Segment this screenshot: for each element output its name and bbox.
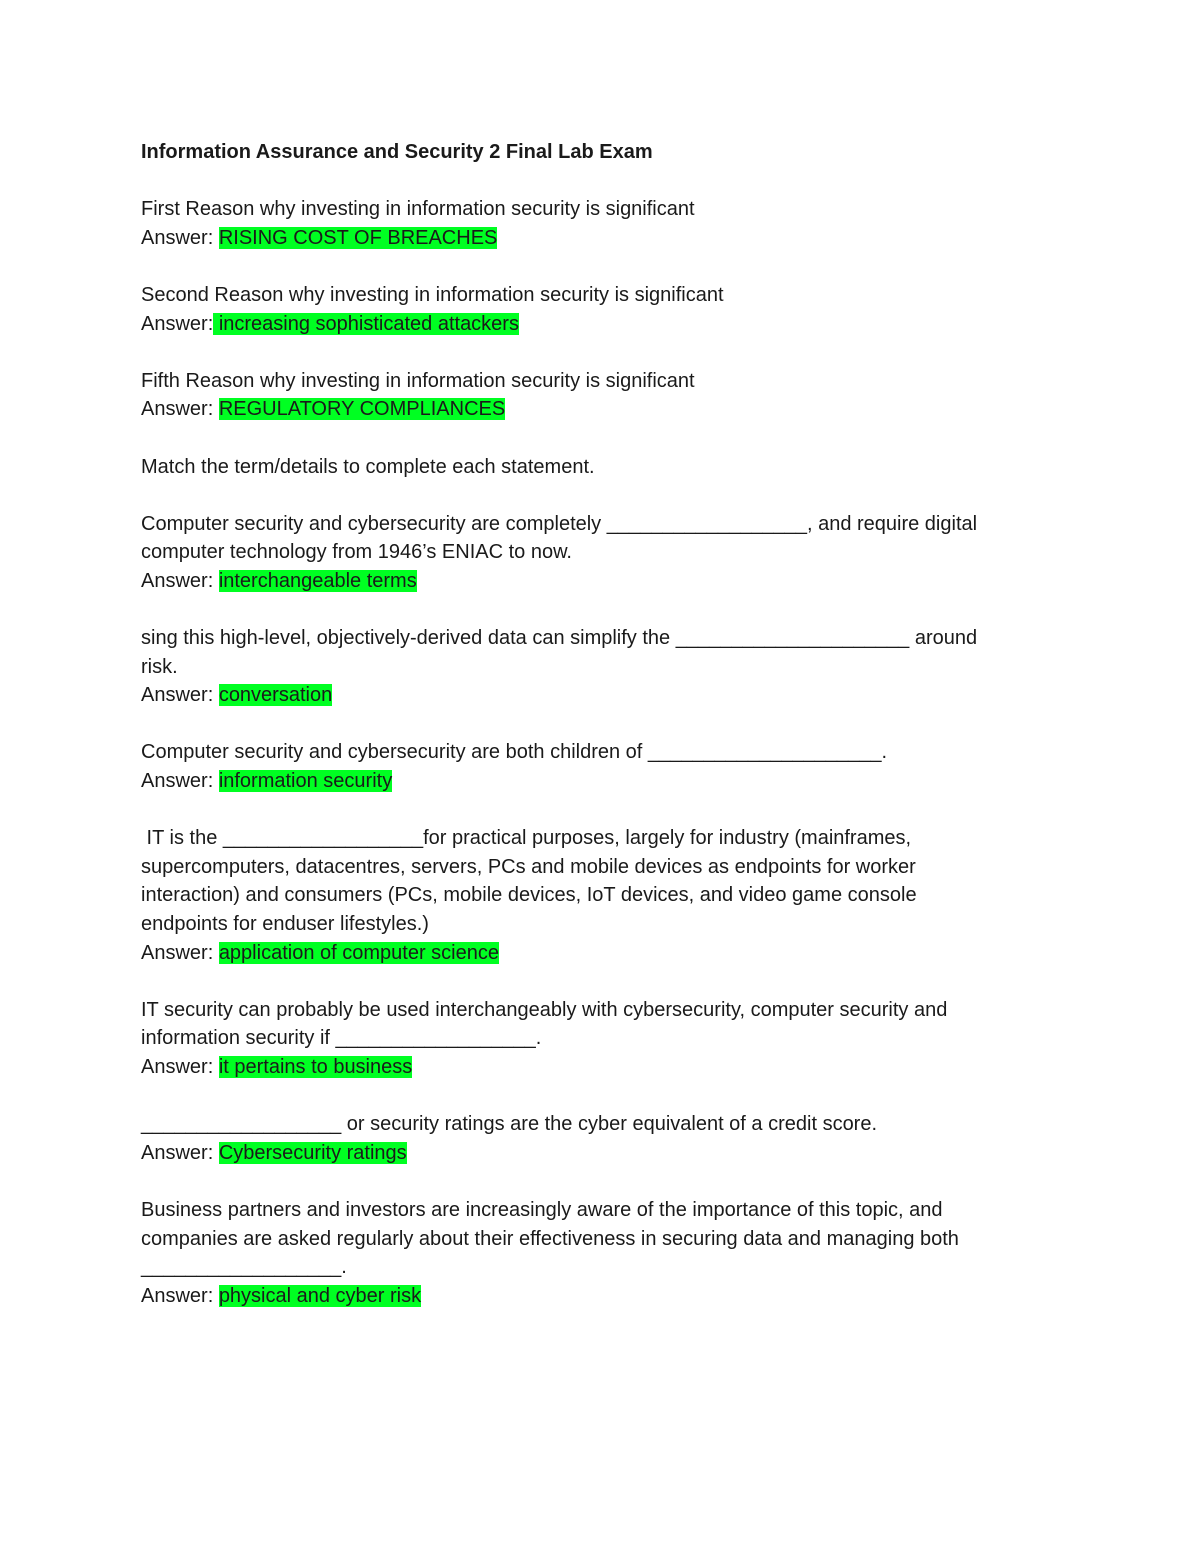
answer-label: Answer: bbox=[141, 770, 219, 793]
statement-text: Computer security and cybersecurity are both children of _____________________. bbox=[141, 741, 888, 764]
statement-text: risk. bbox=[141, 655, 178, 678]
statement-block bbox=[141, 1196, 1066, 1310]
answer-line bbox=[141, 224, 1066, 253]
instruction-block bbox=[141, 453, 1066, 482]
document-title: Information Assurance and Security 2 Final Lab Exam bbox=[141, 141, 653, 163]
answer-line bbox=[141, 1282, 1066, 1311]
question-text: Fifth Reason why investing in information security is significant bbox=[141, 369, 695, 392]
answer-line bbox=[141, 1053, 1066, 1082]
instruction-text: Match the term/details to complete each statement. bbox=[141, 455, 595, 478]
highlighted-answer: it pertains to business bbox=[218, 1056, 413, 1078]
question-block bbox=[141, 195, 1066, 252]
statement-block bbox=[141, 996, 1066, 1082]
statement-text: Computer security and cybersecurity are completely __________________, and require digital bbox=[141, 512, 978, 535]
answer-line bbox=[141, 395, 1066, 424]
statement-text: computer technology from 1946’s ENIAC to now. bbox=[141, 541, 572, 564]
question-block bbox=[141, 281, 1066, 338]
document-page bbox=[141, 138, 1066, 1339]
highlighted-answer: RISING COST OF BREACHES bbox=[218, 226, 498, 249]
answer-label: Answer: bbox=[141, 1141, 219, 1164]
statement-text: companies are asked regularly about their effectiveness in securing data and managing both bbox=[141, 1227, 959, 1250]
answer-label: Answer: bbox=[141, 1284, 219, 1307]
answer-line bbox=[141, 767, 1066, 796]
statement-text: interaction) and consumers (PCs, mobile devices, IoT devices, and video game console bbox=[141, 884, 917, 907]
highlighted-answer: REGULATORY COMPLIANCES bbox=[218, 398, 506, 421]
statement-block bbox=[141, 510, 1066, 596]
statement-block bbox=[141, 824, 1066, 967]
highlighted-answer: physical and cyber risk bbox=[218, 1284, 422, 1307]
highlighted-answer: application of computer science bbox=[218, 941, 499, 964]
statement-text: supercomputers, datacentres, servers, PCs and mobile devices as endpoints for worker bbox=[141, 855, 916, 878]
statement-block bbox=[141, 624, 1066, 710]
highlighted-answer-text: increasing sophisticated attackers bbox=[218, 312, 519, 335]
question-block bbox=[141, 367, 1066, 424]
answer-line bbox=[141, 567, 1066, 596]
question-text: Second Reason why investing in information security is significant bbox=[141, 283, 724, 306]
statement-text: endpoints for enduser lifestyles.) bbox=[141, 913, 429, 936]
answer-line bbox=[141, 681, 1066, 710]
answer-label: Answer: bbox=[141, 684, 219, 707]
statement-text: information security if __________________. bbox=[141, 1027, 542, 1050]
answer-label: Answer: bbox=[141, 1056, 219, 1078]
statement-block bbox=[141, 738, 1066, 795]
highlighted-answer: conversation bbox=[218, 684, 333, 707]
answer-label: Answer: bbox=[141, 398, 219, 421]
statement-text: sing this high-level, objectively-derived data can simplify the _____________________ around bbox=[141, 627, 978, 650]
statement-text: __________________. bbox=[141, 1256, 347, 1279]
answer-label: Answer: bbox=[141, 226, 219, 249]
answer-label: Answer: bbox=[141, 569, 219, 592]
answer-line bbox=[141, 310, 1066, 339]
question-text: First Reason why investing in information security is significant bbox=[141, 198, 695, 221]
statement-block bbox=[141, 1110, 1066, 1167]
statement-text: IT security can probably be used interchangeably with cybersecurity, computer security and bbox=[141, 998, 948, 1021]
answer-label: Answer: bbox=[141, 941, 219, 964]
answer-label: Answer: bbox=[141, 312, 214, 335]
answer-line bbox=[141, 1139, 1066, 1168]
statement-text: __________________ or security ratings are the cyber equivalent of a credit score. bbox=[141, 1113, 878, 1136]
statement-text: IT is the __________________for practical purposes, largely for industry (mainframes, bbox=[141, 827, 912, 850]
highlighted-answer bbox=[213, 313, 519, 335]
highlighted-answer: interchangeable terms bbox=[218, 569, 417, 592]
answer-line bbox=[141, 939, 1066, 968]
highlighted-answer: information security bbox=[218, 770, 393, 793]
highlighted-answer: Cybersecurity ratings bbox=[218, 1141, 407, 1164]
statement-text: Business partners and investors are increasingly aware of the importance of this topic, and bbox=[141, 1198, 943, 1221]
